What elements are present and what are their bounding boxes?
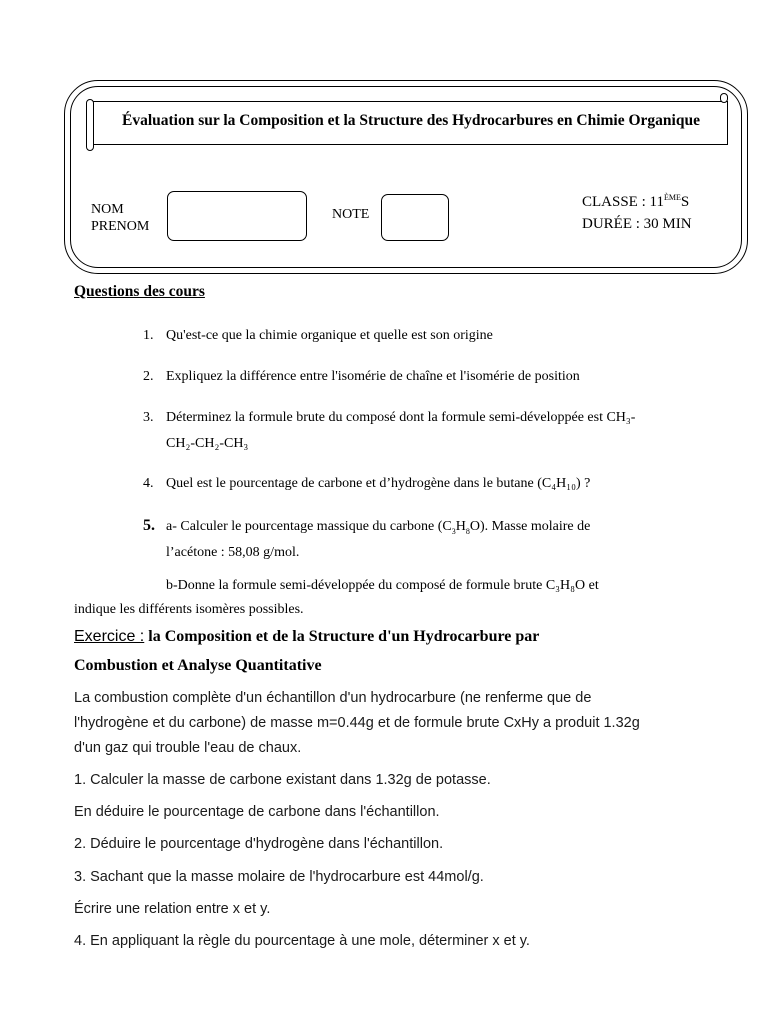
name-input-box[interactable] <box>167 191 307 241</box>
exercise-question: 4. En appliquant la règle du pourcentage à une mole, déterminer x et y. <box>74 933 530 949</box>
question-5b-text: b-Donne la formule semi-développée du composé de formule brute C₃H₈O et <box>166 578 599 593</box>
duree-info: DURÉE : 30 MIN <box>582 216 692 232</box>
prenom-label: PRENOM <box>91 219 150 234</box>
question-text-continued: CH₂-CH₂-CH₃ <box>166 436 249 451</box>
exercise-label: Exercice : <box>74 628 145 645</box>
note-label: NOTE <box>332 207 370 222</box>
questions-heading: Questions des cours <box>74 283 205 300</box>
classe-info: CLASSE : 11ÈMES <box>582 193 690 210</box>
banner-curl-right <box>720 93 728 103</box>
exercise-intro-line: l'hydrogène et du carbone) de masse m=0.44g et de formule brute CxHy a produit 1.32g <box>74 715 640 731</box>
exercise-intro-line: d'un gaz qui trouble l'eau de chaux. <box>74 740 302 756</box>
exercise-question: 3. Sachant que la masse molaire de l'hydrocarbure est 44mol/g. <box>74 869 484 885</box>
note-input-box[interactable] <box>381 194 449 241</box>
exercise-question: 1. Calculer la masse de carbone existant dans 1.32g de potasse. <box>74 772 491 788</box>
question-number: 3. <box>143 410 154 425</box>
question-text: Quel est le pourcentage de carbone et d’hydrogène dans le butane (C₄H₁₀) ? <box>166 476 591 491</box>
question-text: Expliquez la différence entre l'isomérie de chaîne et l'isomérie de position <box>166 369 580 384</box>
question-number: 2. <box>143 369 154 384</box>
question-5a-text-continued: l’acétone : 58,08 g/mol. <box>166 545 300 560</box>
question-number: 1. <box>143 328 154 343</box>
exercise-question: Écrire une relation entre x et y. <box>74 901 271 917</box>
question-5b-text-continued: indique les différents isomères possibles. <box>74 602 304 617</box>
question-text: Qu'est-ce que la chimie organique et quelle est son origine <box>166 328 493 343</box>
banner-curl-left <box>86 99 94 151</box>
question-text: Déterminez la formule brute du composé dont la formule semi-développée est CH₃- <box>166 410 636 425</box>
nom-label: NOM <box>91 202 124 217</box>
exercise-heading-continued: Combustion et Analyse Quantitative <box>74 657 322 674</box>
exercise-question: En déduire le pourcentage de carbone dans l'échantillon. <box>74 804 440 820</box>
exercise-heading: Exercice : la Composition et de la Structure d'un Hydrocarbure par <box>74 628 540 645</box>
page-title: Évaluation sur la Composition et la Structure des Hydrocarbures en Chimie Organique <box>122 112 700 129</box>
exercise-question: 2. Déduire le pourcentage d'hydrogène dans l'échantillon. <box>74 836 444 852</box>
question-number: 5. <box>143 517 155 534</box>
exercise-intro-line: La combustion complète d'un échantillon d'un hydrocarbure (ne renferme que de <box>74 690 592 706</box>
question-number: 4. <box>143 476 154 491</box>
question-5a-text: a- Calculer le pourcentage massique du carbone $(C_3H_8O)$. Masse molaire de <box>166 519 591 536</box>
